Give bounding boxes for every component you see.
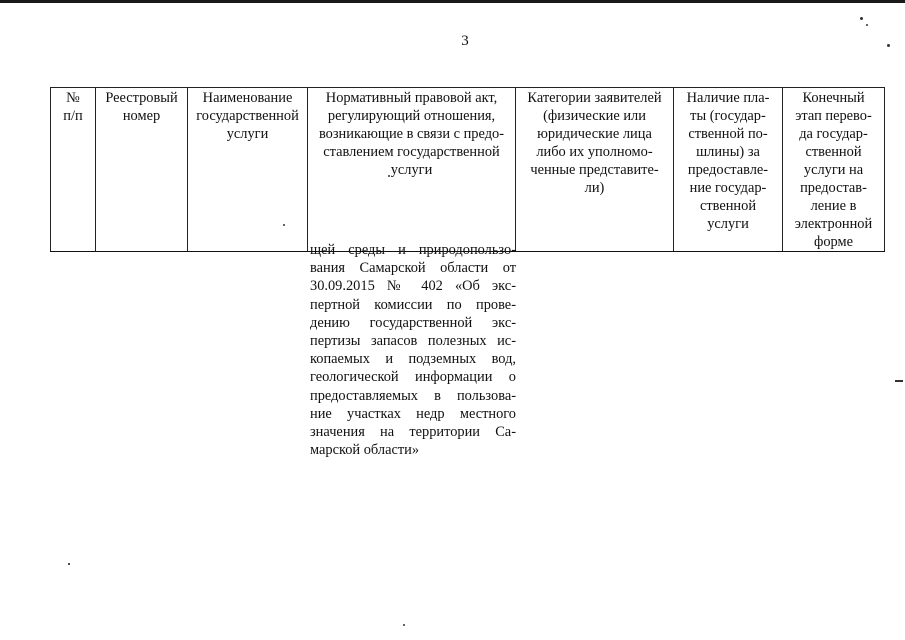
scan-speck	[403, 624, 405, 626]
text-line: пертной комиссии по прове-	[310, 296, 516, 313]
column-header-electronic-stage: Конечный этап перево- да государ- ственной услуги на предостав- ление в электронной форме	[783, 88, 885, 252]
scan-speck	[895, 380, 903, 382]
page-number: 3	[461, 33, 469, 49]
text-line: щей среды и природопользо-	[310, 242, 516, 258]
text-line: копаемых и подземных вод,	[310, 351, 516, 368]
text-line: значения на территории Са-	[310, 424, 516, 441]
column-header-legal-act: Нормативный правовой акт, регулирующий отношения, возникающие в связи с предо- ставлением государственной услуги	[308, 88, 516, 252]
text-line: вания Самарской области от	[310, 260, 516, 277]
text-line: дению государственной экс-	[310, 314, 516, 331]
column-header-service-name: Наименование государственной услуги	[188, 88, 308, 252]
scan-speck	[887, 44, 890, 47]
text-line: ние участках недр местного	[310, 405, 516, 422]
text-line: пертизы запасов полезных ис-	[310, 333, 516, 350]
text-line: геологической информации о	[310, 369, 516, 386]
services-table	[50, 87, 885, 252]
column-header-number: № п/п	[51, 88, 96, 252]
scan-edge-line	[0, 0, 905, 3]
table-header-row	[51, 88, 885, 252]
scan-speck	[388, 175, 390, 177]
scan-speck	[860, 17, 863, 20]
text-line: марской области»	[310, 442, 420, 459]
column-header-applicant-categories: Категории заявителей (физические или юридические лица либо их уполномо- ченные представите- ли)	[516, 88, 674, 252]
column-header-fee: Наличие пла- ты (государ- ственной по- шлины) за предоставле- ние государ- ственной услуги	[674, 88, 783, 252]
legal-act-continuation-text	[310, 241, 516, 459]
text-line: предоставляемых в пользова-	[310, 387, 516, 404]
scan-speck	[283, 224, 285, 226]
column-header-registry-number: Реестровый номер	[96, 88, 188, 252]
text-line: 30.09.2015 № 402 «Об экс-	[310, 278, 516, 295]
scan-speck	[68, 563, 70, 565]
scan-speck	[866, 24, 868, 26]
